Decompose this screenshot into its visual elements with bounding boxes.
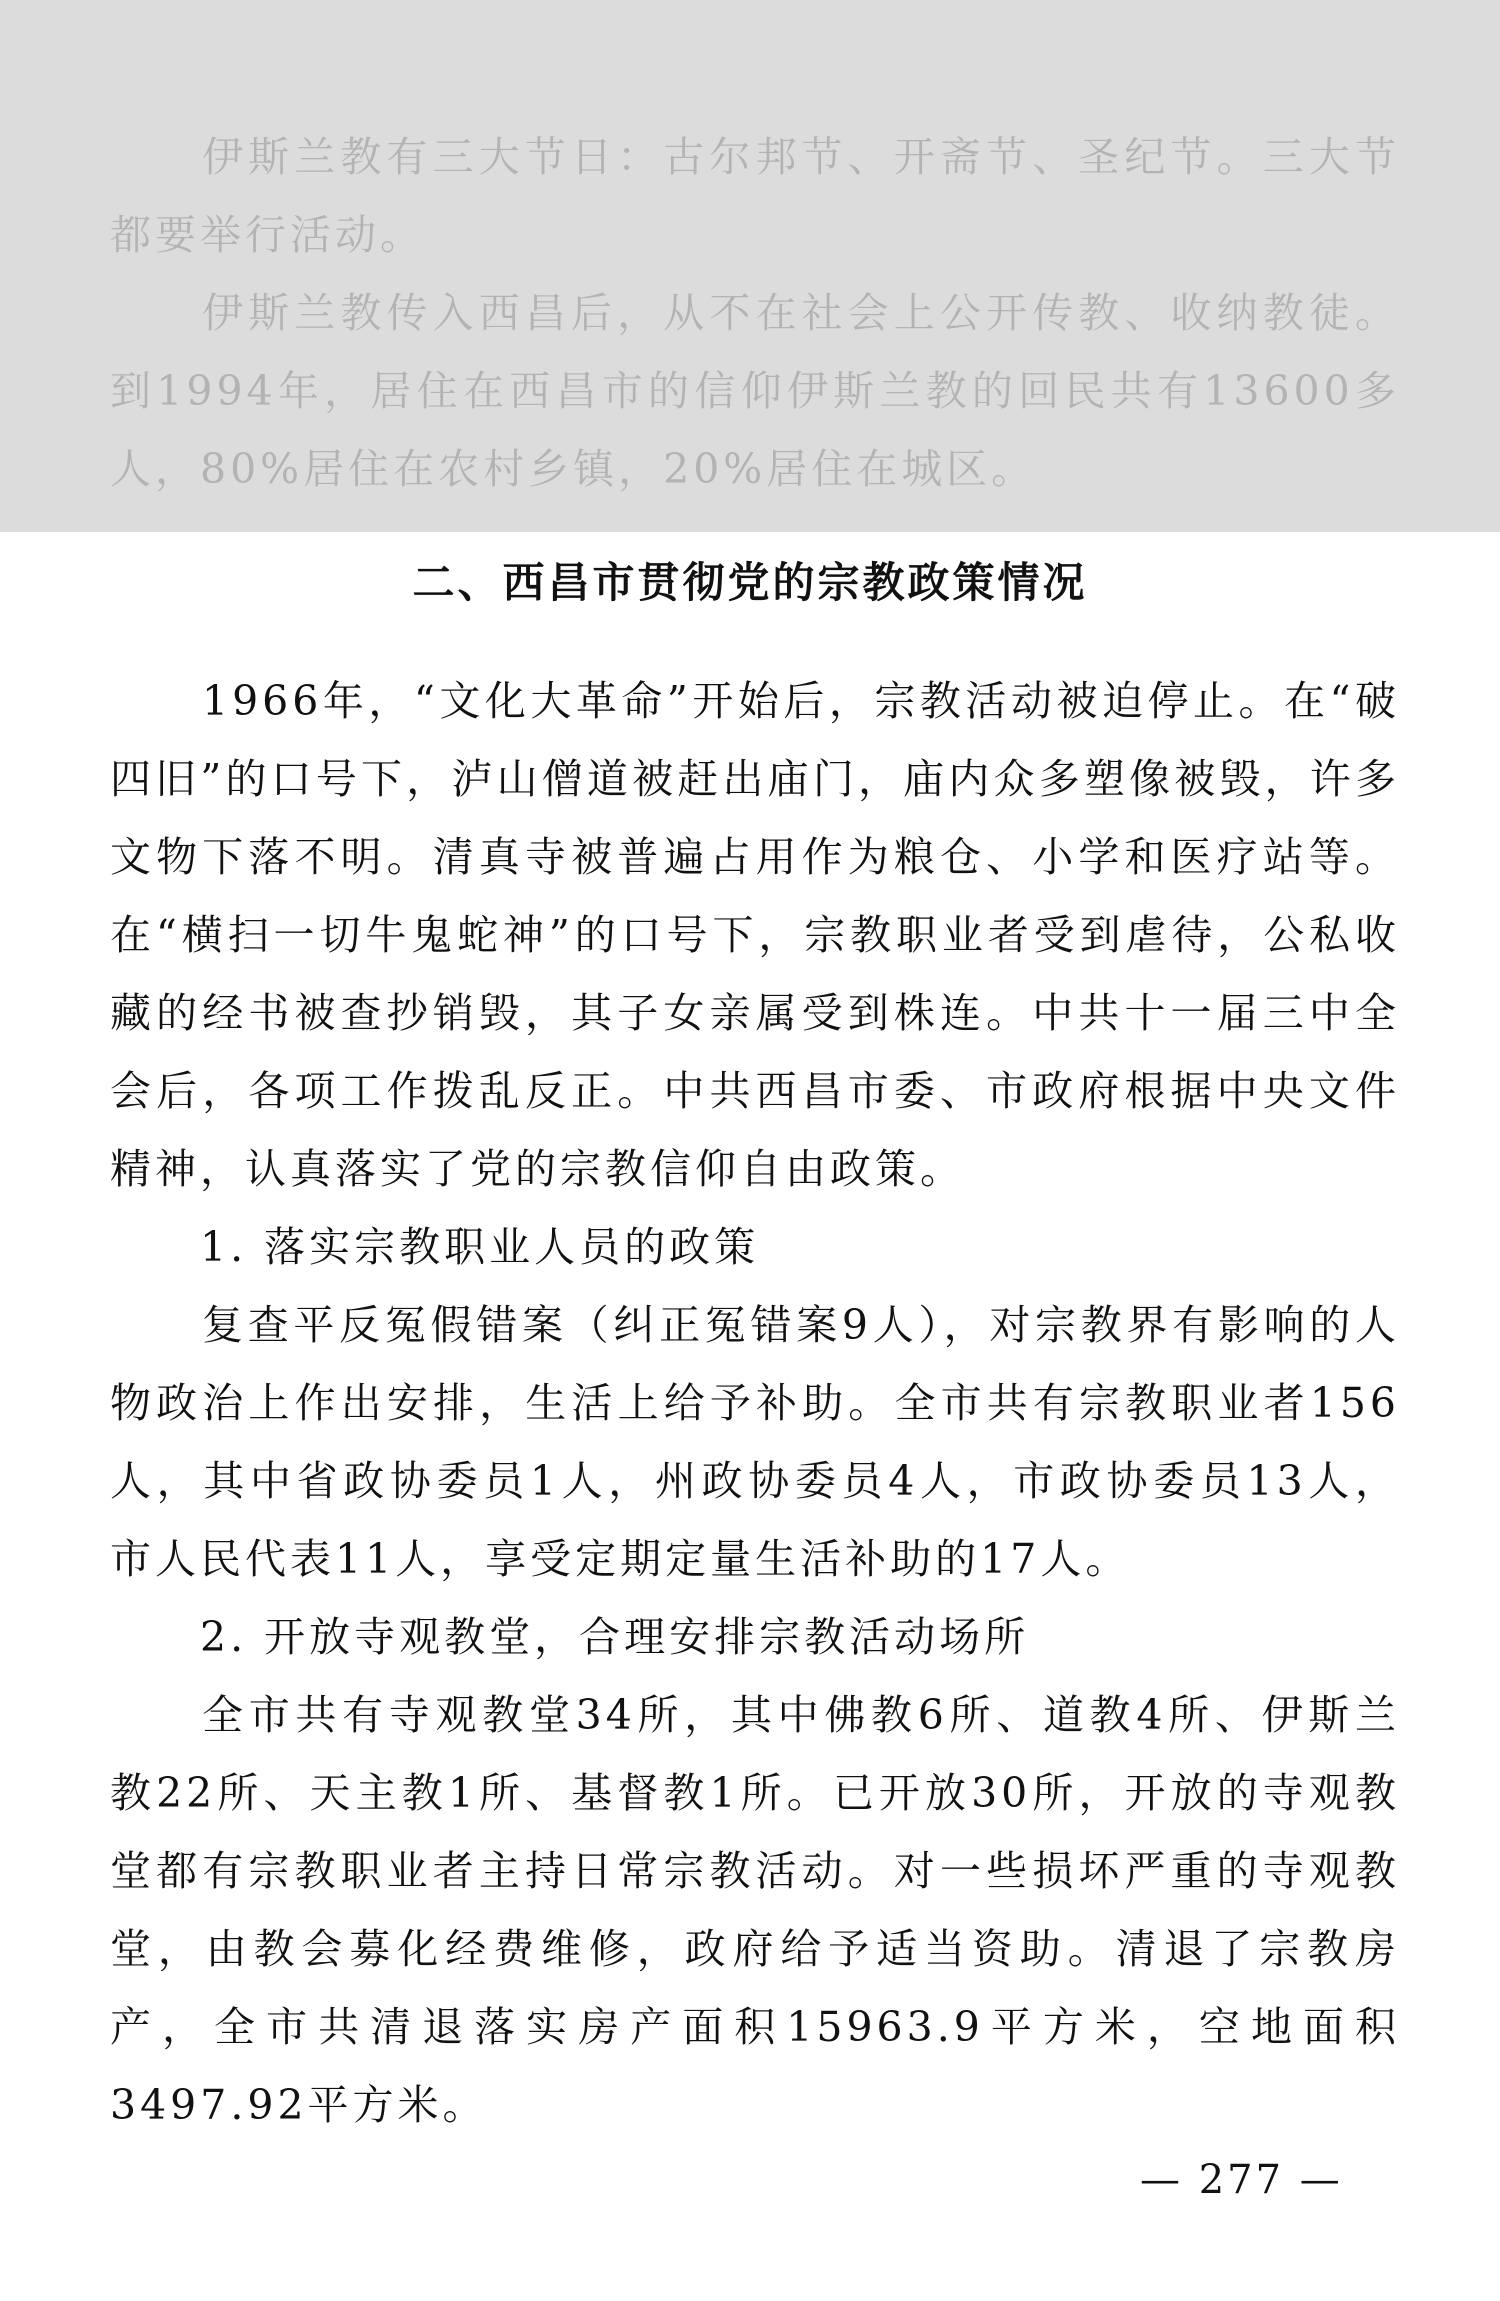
paragraph-clergy-policy: 复查平反冤假错案（纠正冤错案9人），对宗教界有影响的人物政治上作出安排，生活上给予补助。全市共有宗教职业者156人，其中省政协委员1人，州政协委员4人，市政协委员13人，市人民代表11人，享受定期定量生活补助的17人。 (110, 1301, 1400, 1583)
paragraph-islam-festivals: 伊斯兰教有三大节日：古尔邦节、开斋节、圣纪节。三大节都要举行活动。 (110, 133, 1400, 259)
subheading-clergy-policy: 1. 落实宗教职业人员的政策 (200, 1223, 760, 1271)
paragraph-islam-population: 伊斯兰教传入西昌后，从不在社会上公开传教、收纳教徒。到1994年，居住在西昌市的信仰伊斯兰教的回民共有13600多人，80%居住在农村乡镇，20%居住在城区。 (110, 289, 1400, 493)
paragraph-open-temples: 全市共有寺观教堂34所，其中佛教6所、道教4所、伊斯兰教22所、天主教1所、基督教1所。已开放30所，开放的寺观教堂都有宗教职业者主持日常宗教活动。对一些损坏严重的寺观教堂，由教会募化经费维修，政府给予适当资助。清退了宗教房产，全市共清退落实房产面积15963.9平方米，空地面积3497.92平方米。 (110, 1691, 1400, 2129)
faded-previous-section (0, 0, 1500, 532)
paragraph-cultural-revolution: 1966年，“文化大革命”开始后，宗教活动被迫停止。在“破四旧”的口号下，泸山僧道被赶出庙门，庙内众多塑像被毁，许多文物下落不明。清真寺被普遍占用作为粮仓、小学和医疗站等。在“横扫一切牛鬼蛇神”的口号下，宗教职业者受到虐待，公私收藏的经书被查抄销毁，其子女亲属受到株连。中共十一届三中全会后，各项工作拨乱反正。中共西昌市委、市政府根据中央文件精神，认真落实了党的宗教信仰自由政策。 (110, 677, 1400, 1193)
section-title: 二、西昌市贯彻党的宗教政策情况 (412, 558, 1088, 607)
page-number: — 277 — (1140, 2157, 1343, 2203)
subheading-open-temples: 2. 开放寺观教堂，合理安排宗教活动场所 (200, 1613, 1030, 1661)
